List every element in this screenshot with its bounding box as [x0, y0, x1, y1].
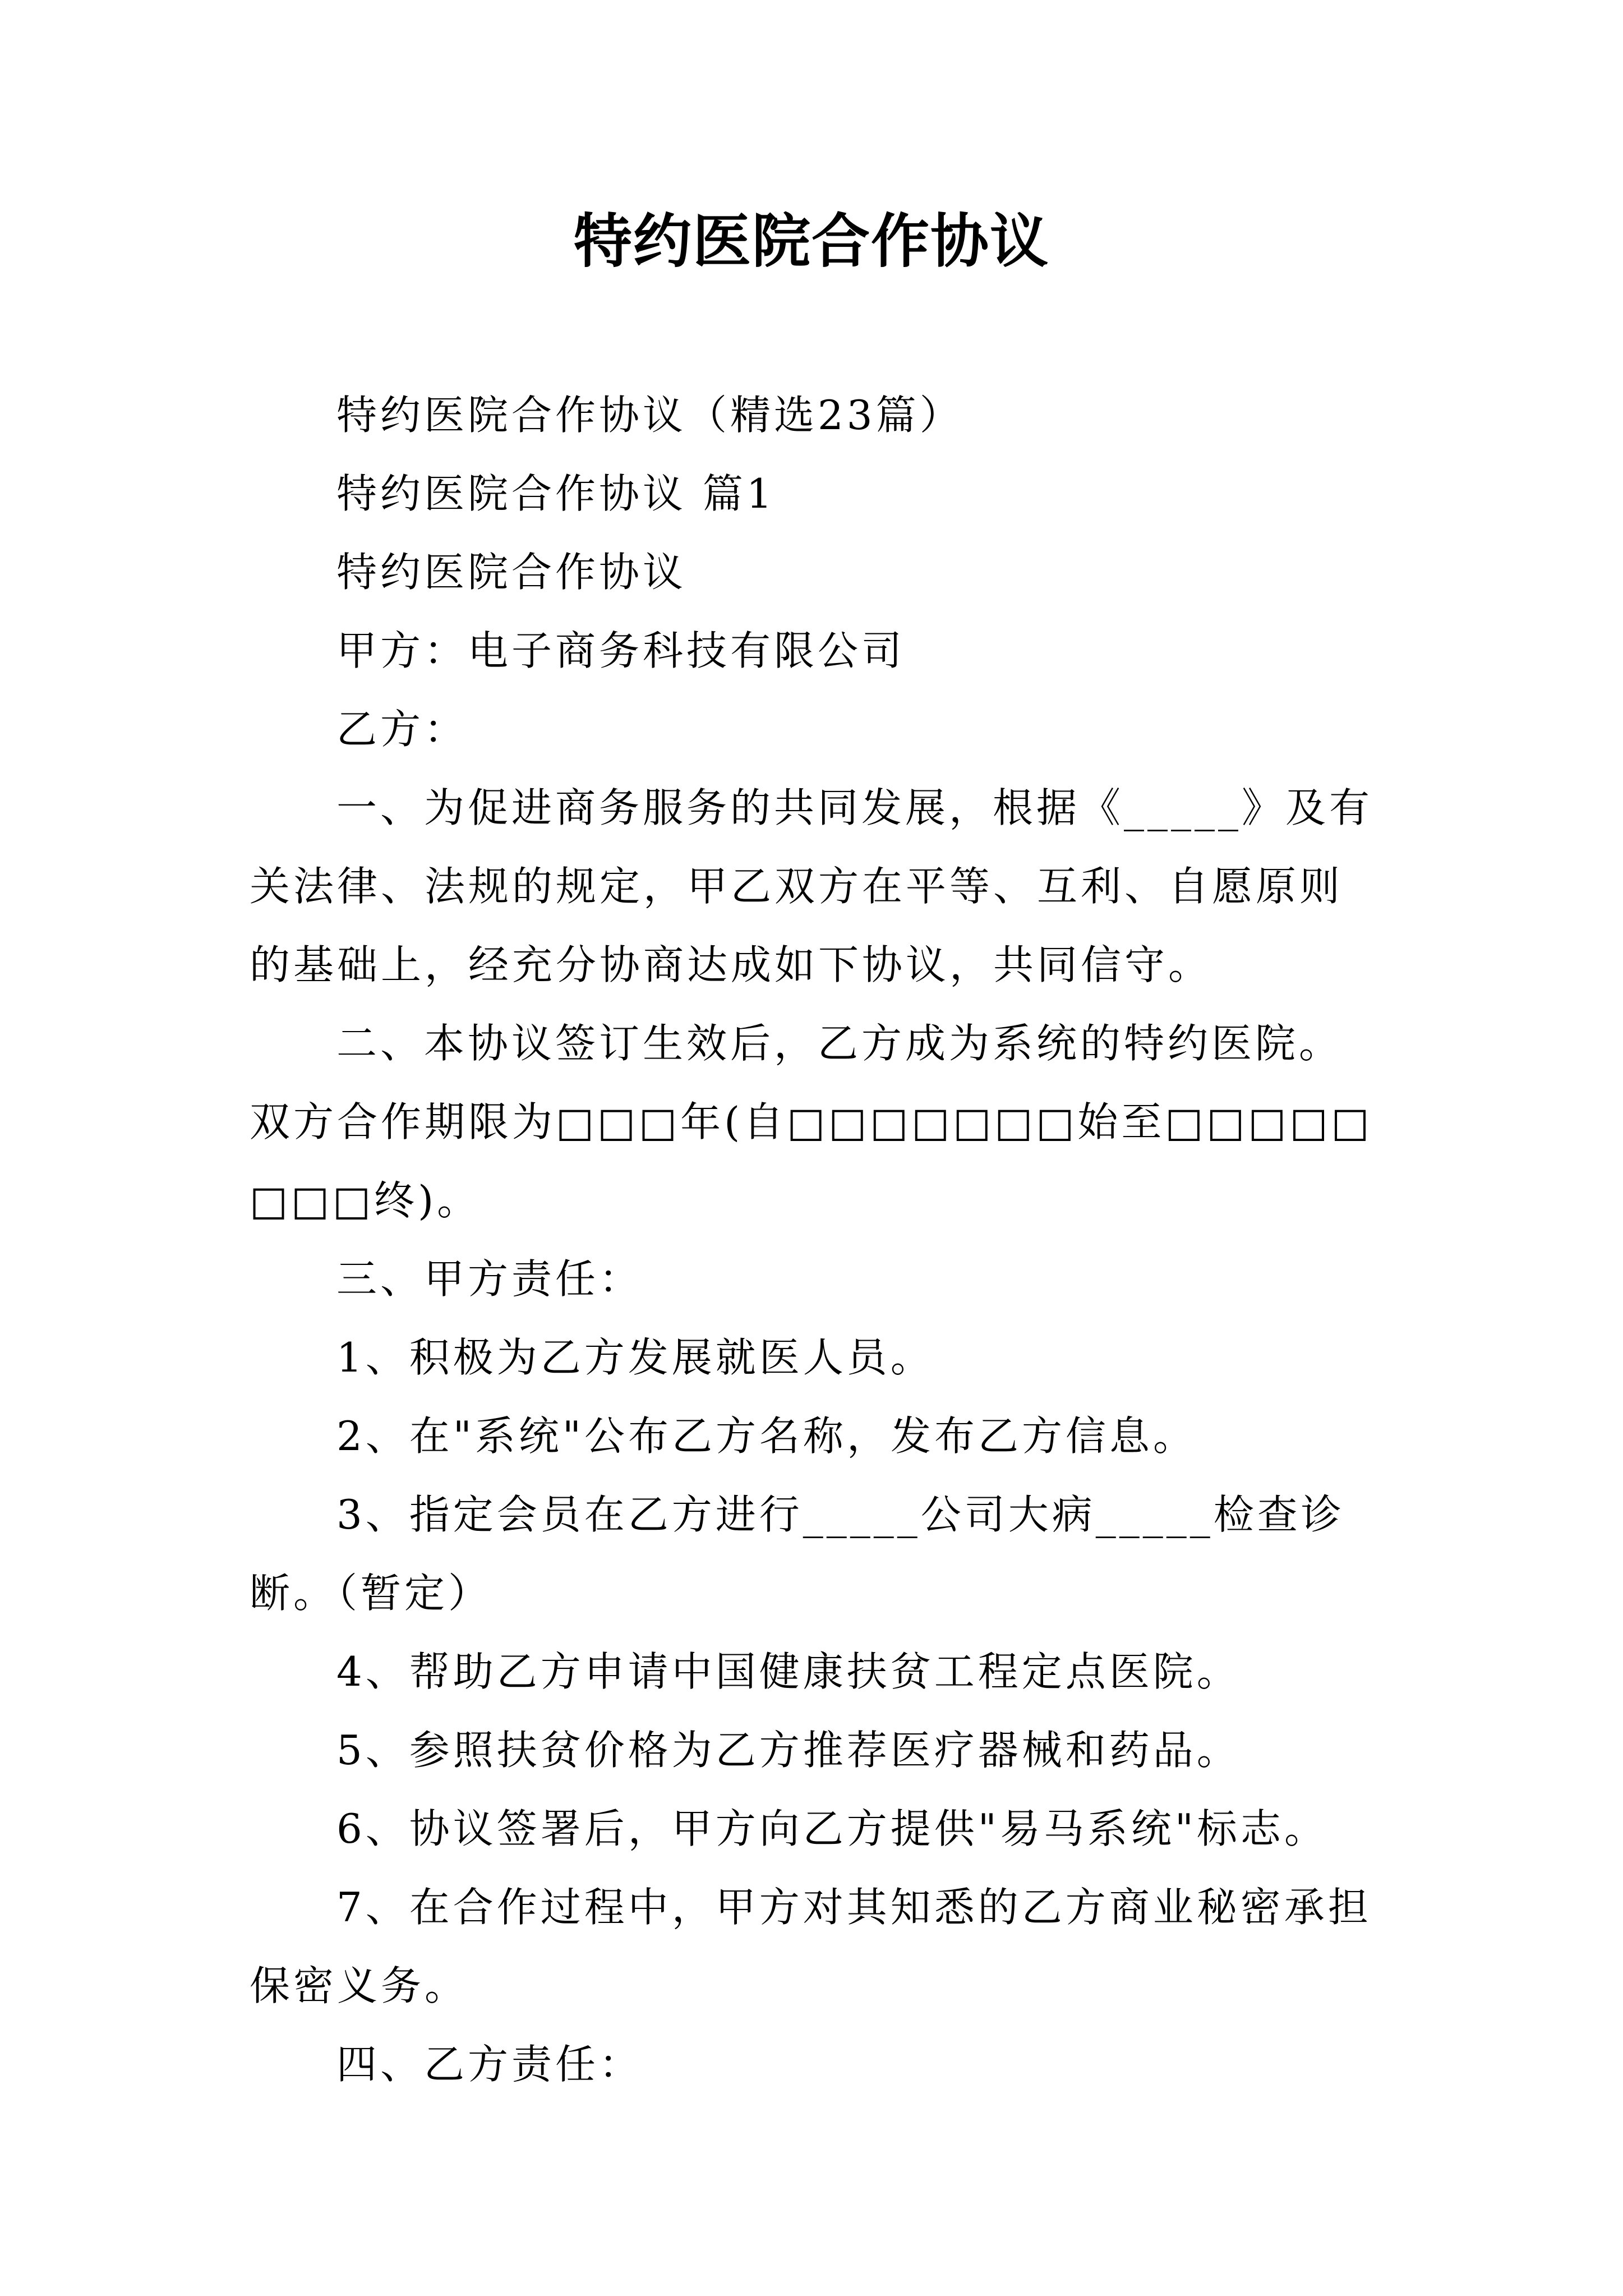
clause-3-heading: 三、甲方责任：: [336, 1255, 643, 1303]
clause-3-item-4: 4、帮助乙方申请中国健康扶贫工程定点医院。: [336, 1648, 1241, 1695]
clause-3-item-7: 7、在合作过程中，甲方对其知悉的乙方商业秘密承担保密义务。: [250, 1884, 1372, 2009]
document-body: [250, 376, 1382, 2104]
doc-heading-article: 特约医院合作协议 篇1: [336, 470, 776, 517]
clause-2: 二、本协议签订生效后，乙方成为系统的特约医院。双方合作期限为□□□年(自□□□□□□□始至□□□□□□□□终)。: [250, 1020, 1373, 1224]
clause-3-item-2: 2、在"系统"公布乙方名称，发布乙方信息。: [336, 1412, 1197, 1460]
clause-3-item-5: 5、参照扶贫价格为乙方推荐医疗器械和药品。: [336, 1727, 1241, 1774]
clause-3-item-1: 1、积极为乙方发展就医人员。: [336, 1334, 934, 1381]
clause-3-item-3: 3、指定会员在乙方进行_____公司大病_____检查诊断。（暂定）: [250, 1491, 1345, 1617]
doc-subtitle: 特约医院合作协议: [336, 549, 687, 596]
clause-1: 一、为促进商务服务的共同发展，根据《_____》及有关法律、法规的规定，甲乙双方在平等、互利、自愿原则的基础上，经充分协商达成如下协议，共同信守。: [250, 784, 1373, 988]
party-a-line: 甲方：电子商务科技有限公司: [336, 627, 906, 674]
party-b-line: 乙方：: [336, 706, 468, 753]
clause-4-heading: 四、乙方责任：: [336, 2041, 643, 2088]
clause-3-item-6: 6、协议签署后，甲方向乙方提供"易马系统"标志。: [336, 1805, 1329, 1852]
document-title: 特约医院合作协议: [573, 207, 1049, 275]
doc-heading-collection: 特约医院合作协议（精选23篇）: [336, 392, 963, 439]
